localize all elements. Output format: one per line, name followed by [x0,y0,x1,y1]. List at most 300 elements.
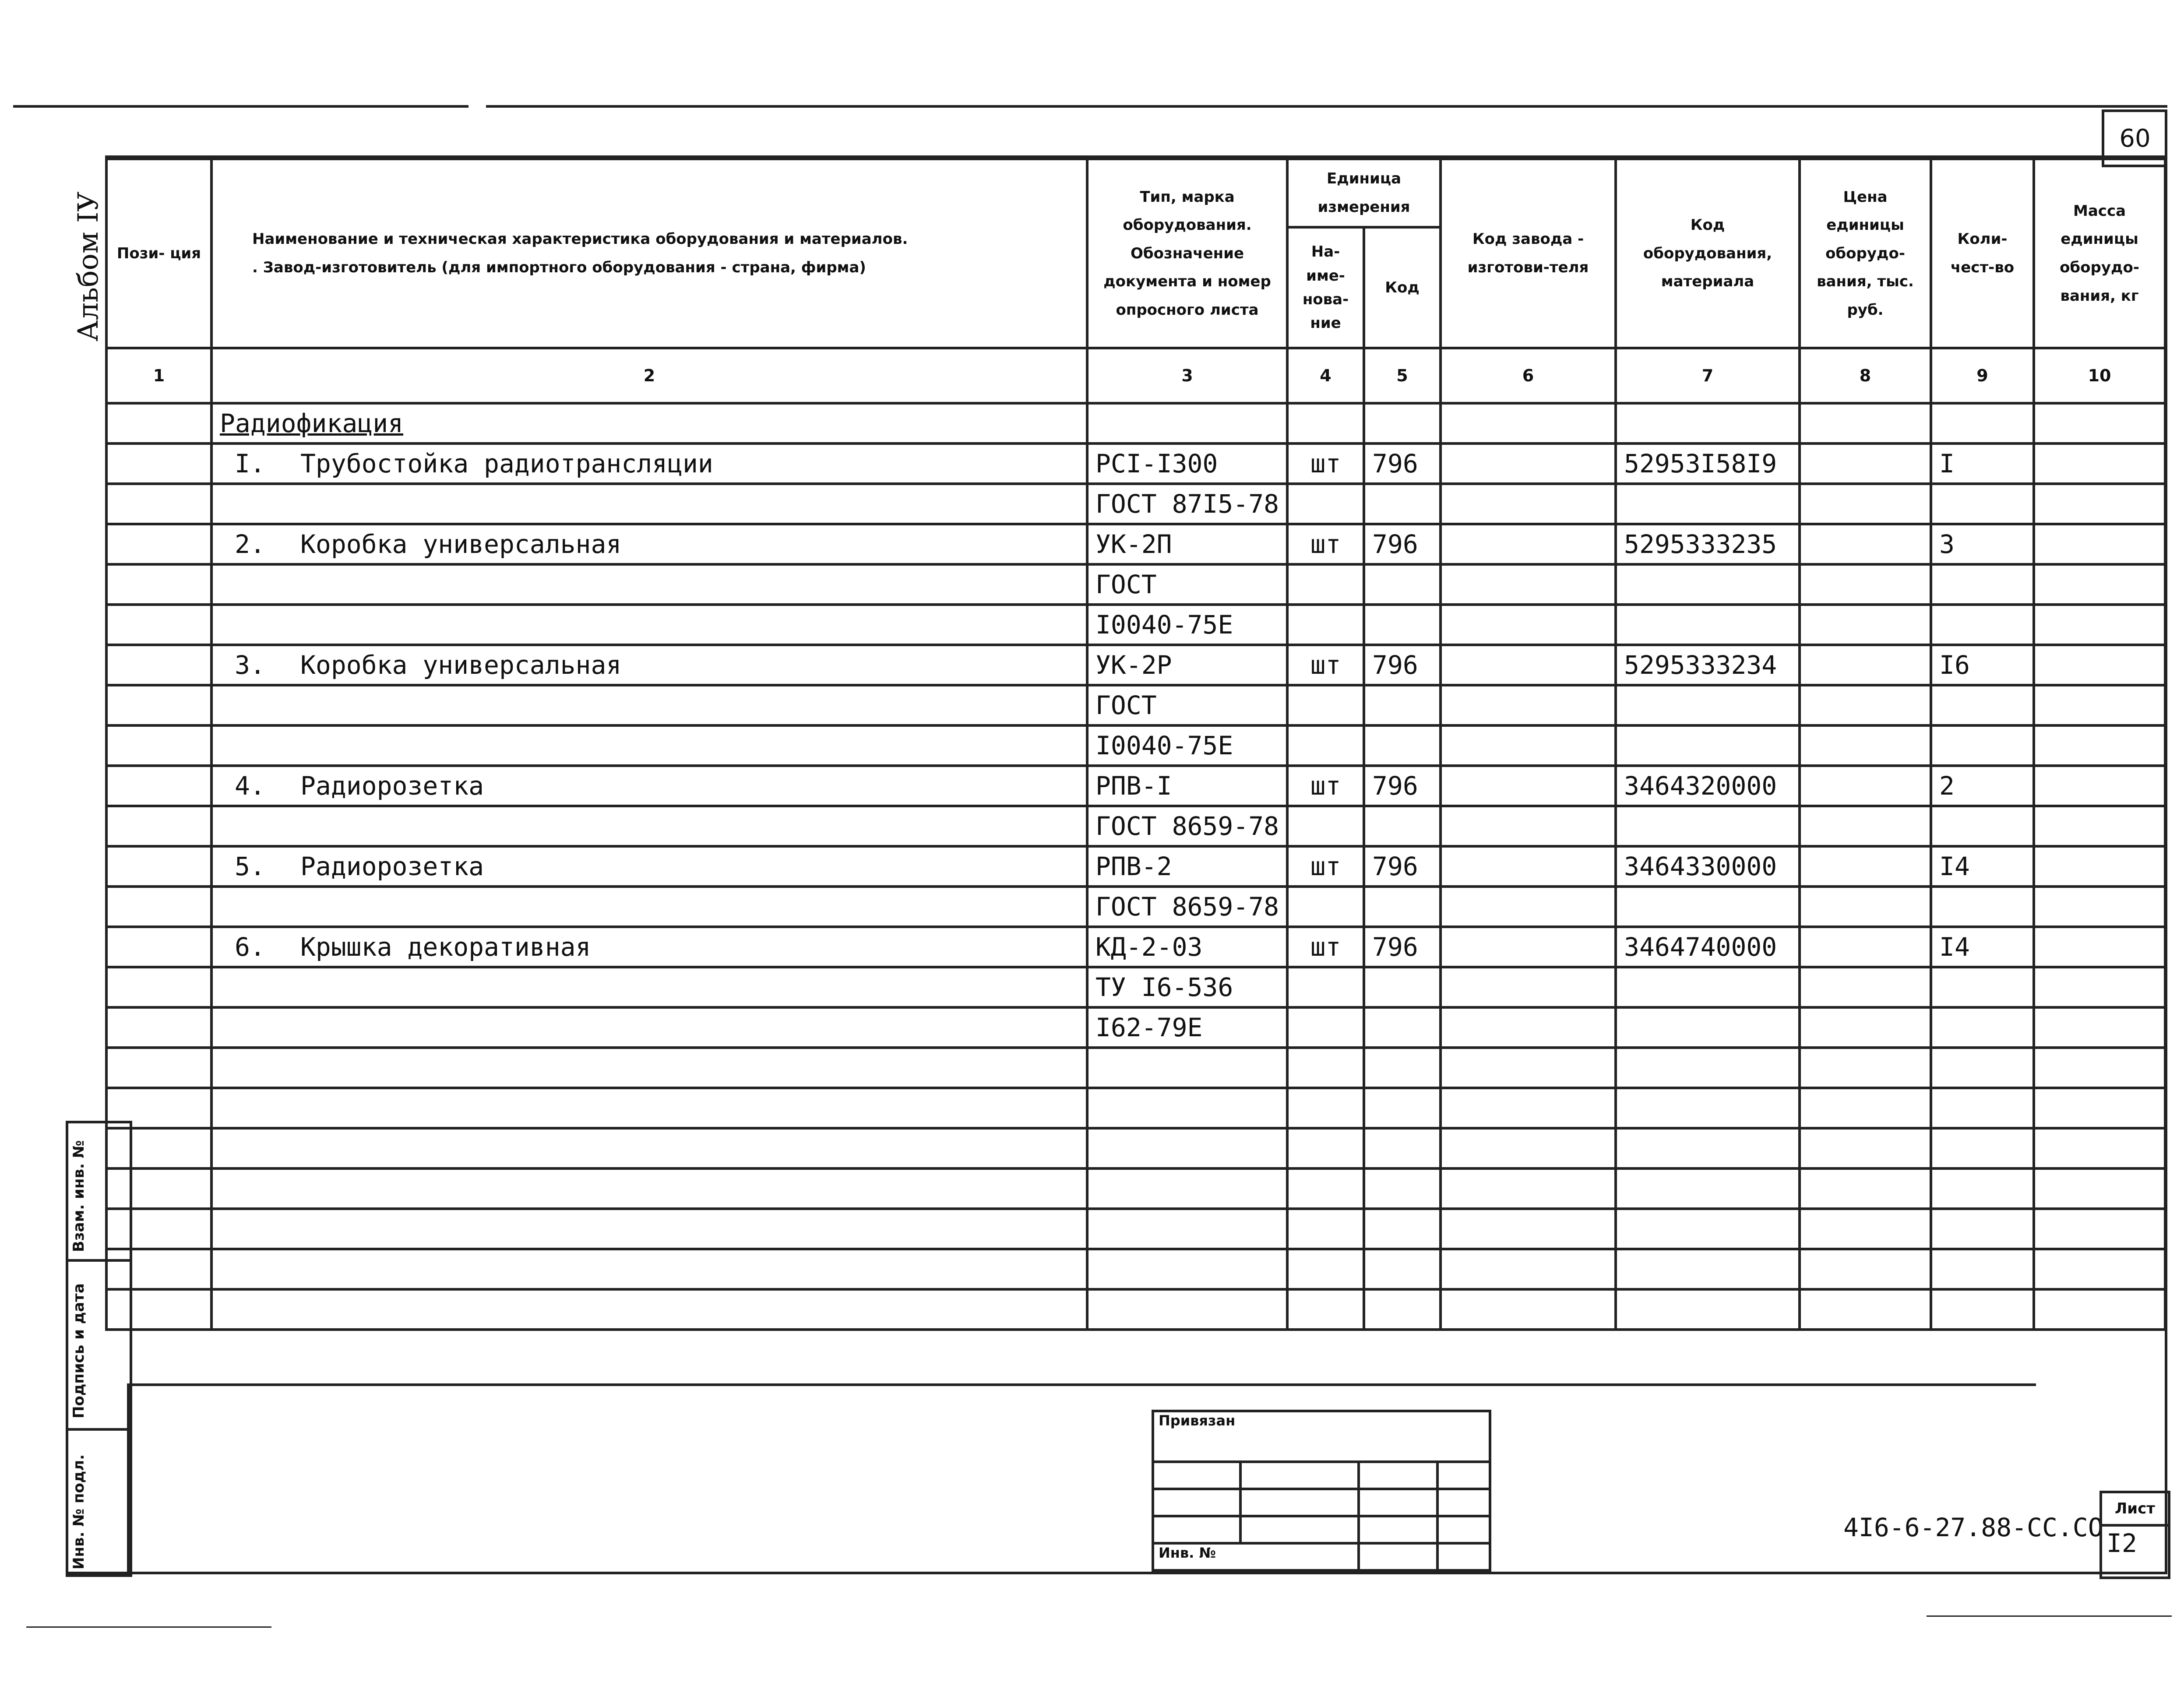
empty-cell [211,1289,1087,1330]
row-position [106,645,211,685]
row-price [1800,927,1931,967]
empty-cell [2034,1048,2165,1088]
bottom-rule-right [1927,1615,2172,1617]
empty-cell [211,1209,1087,1249]
row-unit-code [1364,564,1441,605]
row-price [1800,524,1931,564]
row-position [106,967,211,1007]
sheet-label: Лист [2102,1493,2168,1527]
row-equipment-code [1616,685,1800,725]
row-name [211,1007,1087,1048]
row-equipment-code [1616,1007,1800,1048]
row-name [211,524,1087,564]
empty-cell [1287,1249,1364,1289]
row-unit-name [1287,1007,1364,1048]
table-row [106,887,2165,927]
row-equipment-code: 3464740000 [1616,927,1800,967]
row-unit-code [1364,1007,1441,1048]
row-equipment-code: 5295333235 [1616,524,1800,564]
empty-cell [211,1249,1087,1289]
top-rule-left [13,105,469,108]
row-name [211,564,1087,605]
empty-cell [1087,1168,1287,1209]
empty-row [106,1088,2165,1128]
row-factory-code [1441,1007,1616,1048]
empty-cell [1364,1209,1441,1249]
empty-cell [1616,1168,1800,1209]
column-number-row [106,348,2165,403]
table-cell [2034,403,2165,443]
table-row [106,645,2165,685]
row-factory-code [1441,766,1616,806]
frame-bottom [66,1572,2167,1574]
row-position [106,605,211,645]
table-cell [1437,1462,1490,1489]
row-price [1800,605,1931,645]
table-cell [1153,1516,1240,1543]
empty-cell [1800,1168,1931,1209]
empty-cell [1931,1209,2034,1249]
header-price: Цена единицы оборудо-вания, тыс. руб. [1800,159,1931,348]
header-equipment-code: Код оборудования, материала [1616,159,1800,348]
sheet-value: I2 [2107,1528,2137,1558]
row-factory-code [1441,605,1616,645]
row-price [1800,967,1931,1007]
row-price [1800,685,1931,725]
row-mass [2034,766,2165,806]
row-equipment-code [1616,725,1800,766]
row-unit-name [1287,967,1364,1007]
row-type: КД-2-03 [1087,927,1287,967]
empty-cell [1616,1128,1800,1168]
row-number: 5. [235,852,265,881]
row-number: 4. [235,771,265,801]
table-cell [1153,1462,1240,1489]
empty-cell [1364,1048,1441,1088]
empty-cell [1800,1249,1931,1289]
row-factory-code [1441,887,1616,927]
table-row [106,967,2165,1007]
column-number: 6 [1441,348,1616,403]
row-mass [2034,645,2165,685]
row-number: 6. [235,932,265,962]
row-equipment-code [1616,806,1800,846]
stamp-inv-orig: Инв. № подл. [70,1454,88,1569]
row-position [106,484,211,524]
row-position [106,524,211,564]
table-cell [1359,1543,1437,1570]
empty-cell [106,1048,211,1088]
row-name [211,927,1087,967]
attached-label: Привязан [1153,1411,1490,1462]
row-unit-code [1364,967,1441,1007]
header-row [106,159,2165,227]
empty-cell [1441,1048,1616,1088]
row-type: ГОСТ 87I5-78 [1087,484,1287,524]
row-name-text: Коробка универсальная [300,650,622,680]
empty-cell [1364,1168,1441,1209]
row-unit-code: 796 [1364,524,1441,564]
empty-cell [1931,1048,2034,1088]
row-type: I62-79Е [1087,1007,1287,1048]
row-price [1800,887,1931,927]
empty-cell [1616,1249,1800,1289]
row-quantity [1931,685,2034,725]
empty-cell [1364,1249,1441,1289]
table-cell [1437,1543,1490,1570]
empty-cell [2034,1209,2165,1249]
row-unit-name [1287,887,1364,927]
row-equipment-code: 52953I58I9 [1616,443,1800,484]
empty-cell [1087,1128,1287,1168]
empty-cell [1616,1289,1800,1330]
empty-cell [211,1048,1087,1088]
row-unit-name [1287,725,1364,766]
column-number: 1 [106,348,211,403]
row-unit-name [1287,806,1364,846]
link-block-row [1153,1462,1490,1489]
row-factory-code [1441,645,1616,685]
row-type: ГОСТ 8659-78 [1087,887,1287,927]
row-quantity [1931,725,2034,766]
row-price [1800,443,1931,484]
empty-cell [1287,1289,1364,1330]
table-row [106,806,2165,846]
row-quantity: I [1931,443,2034,484]
empty-row [106,1168,2165,1209]
table-row [106,725,2165,766]
table-cell [1616,403,1800,443]
header-name [211,159,1087,348]
row-position [106,685,211,725]
header-name-line2: . Завод-изготовитель (для импортного оборудования - страна, фирма) [252,259,866,276]
row-mass [2034,564,2165,605]
row-position [106,725,211,766]
album-label: Альбом IУ [72,191,105,341]
table-cell [1359,1516,1437,1543]
row-mass [2034,1007,2165,1048]
row-equipment-code: 3464330000 [1616,846,1800,887]
row-unit-code: 796 [1364,645,1441,685]
link-block [1152,1410,1491,1572]
header-unit-group: Единица измерения [1287,159,1441,227]
row-type: PCI-I300 [1087,443,1287,484]
row-unit-code [1364,484,1441,524]
empty-cell [1616,1088,1800,1128]
row-type: УК-2Р [1087,645,1287,685]
empty-row [106,1209,2165,1249]
row-name-text: Радиорозетка [300,771,484,801]
row-name-text: Крышка декоративная [300,932,591,962]
stamp-replace-inv: Взам. инв. № [70,1140,88,1252]
empty-cell [1087,1289,1287,1330]
empty-cell [1800,1048,1931,1088]
column-number: 4 [1287,348,1364,403]
header-type: Тип, марка оборудования. Обозначение документа и номер опросного листа [1087,159,1287,348]
row-unit-code: 796 [1364,766,1441,806]
link-block-row [1153,1411,1490,1462]
page-number: 60 [2102,109,2166,167]
row-unit-code [1364,685,1441,725]
empty-row [106,1048,2165,1088]
row-mass [2034,887,2165,927]
header-unit-name: На-име-нова-ние [1287,227,1364,348]
row-quantity: I4 [1931,927,2034,967]
table-row [106,524,2165,564]
header-mass: Масса единицы оборудо-вания, кг [2034,159,2165,348]
row-quantity: I4 [1931,846,2034,887]
row-name [211,887,1087,927]
empty-cell [211,1088,1087,1128]
row-position [106,766,211,806]
row-mass [2034,605,2165,645]
table-cell [1931,403,2034,443]
table-row [106,846,2165,887]
row-type: ГОСТ [1087,564,1287,605]
empty-cell [1931,1088,2034,1128]
row-name [211,645,1087,685]
empty-row [106,1249,2165,1289]
row-type: I0040-75Е [1087,605,1287,645]
empty-cell [1287,1048,1364,1088]
row-mass [2034,725,2165,766]
table-row [106,685,2165,725]
row-quantity: I6 [1931,645,2034,685]
row-name [211,806,1087,846]
table-row [106,484,2165,524]
row-unit-code: 796 [1364,927,1441,967]
empty-cell [1087,1249,1287,1289]
document-code: 4I6-6-27.88-СС.СО [1843,1513,2103,1542]
row-type: ГОСТ [1087,685,1287,725]
header-position: Пози- ция [106,159,211,348]
row-type: УК-2П [1087,524,1287,564]
link-block-row [1153,1489,1490,1516]
column-number: 7 [1616,348,1800,403]
empty-cell [1441,1209,1616,1249]
row-number: 3. [235,650,265,680]
empty-cell [1287,1168,1364,1209]
row-name [211,766,1087,806]
row-factory-code [1441,524,1616,564]
empty-cell [1800,1128,1931,1168]
empty-row [106,1128,2165,1168]
row-unit-code: 796 [1364,443,1441,484]
row-price [1800,846,1931,887]
row-price [1800,484,1931,524]
empty-cell [1441,1088,1616,1128]
empty-cell [1087,1209,1287,1249]
row-equipment-code [1616,484,1800,524]
empty-cell [2034,1128,2165,1168]
empty-cell [2034,1289,2165,1330]
row-number: 2. [235,529,265,559]
table-cell [1441,403,1616,443]
row-unit-code [1364,887,1441,927]
row-price [1800,806,1931,846]
row-price [1800,766,1931,806]
bottom-block-top [127,1383,2036,1386]
row-unit-name: шт [1287,645,1364,685]
table-row [106,443,2165,484]
table-cell [106,403,211,443]
top-rule-right [486,105,2167,108]
empty-cell [1441,1249,1616,1289]
row-equipment-code [1616,967,1800,1007]
table-cell [1364,403,1441,443]
empty-cell [1616,1209,1800,1249]
table-cell [1240,1516,1359,1543]
empty-cell [1931,1249,2034,1289]
row-mass [2034,967,2165,1007]
row-position [106,443,211,484]
row-unit-name [1287,484,1364,524]
empty-cell [1287,1088,1364,1128]
row-position [106,564,211,605]
row-quantity: 2 [1931,766,2034,806]
row-unit-name: шт [1287,846,1364,887]
row-mass [2034,927,2165,967]
row-position [106,887,211,927]
link-block-row [1153,1516,1490,1543]
empty-cell [1931,1128,2034,1168]
column-number: 5 [1364,348,1441,403]
row-type: РПВ-I [1087,766,1287,806]
table-cell [1153,1489,1240,1516]
specification-body [106,403,2165,1330]
row-equipment-code: 5295333234 [1616,645,1800,685]
empty-cell [1087,1088,1287,1128]
table-row [106,766,2165,806]
row-unit-name: шт [1287,766,1364,806]
table-row [106,927,2165,967]
empty-cell [1364,1289,1441,1330]
empty-cell [211,1128,1087,1168]
row-factory-code [1441,443,1616,484]
column-number: 3 [1087,348,1287,403]
row-price [1800,1007,1931,1048]
table-row [106,1007,2165,1048]
empty-cell [1441,1289,1616,1330]
empty-cell [1364,1088,1441,1128]
row-name-text: Трубостойка радиотрансляции [300,449,713,479]
row-unit-code [1364,806,1441,846]
row-unit-name: шт [1287,927,1364,967]
row-factory-code [1441,927,1616,967]
empty-cell [211,1168,1087,1209]
row-type: ТУ I6-536 [1087,967,1287,1007]
empty-cell [2034,1249,2165,1289]
row-equipment-code [1616,887,1800,927]
empty-cell [2034,1088,2165,1128]
row-unit-name [1287,685,1364,725]
row-equipment-code [1616,564,1800,605]
empty-cell [1364,1128,1441,1168]
row-number: I. [235,449,265,479]
column-number: 9 [1931,348,2034,403]
row-unit-name [1287,605,1364,645]
section-row [106,403,2165,443]
sheet-box [2099,1491,2170,1579]
header-unit-code: Код [1364,227,1441,348]
row-quantity: 3 [1931,524,2034,564]
section-title: Радиофикация [211,403,1087,443]
row-name [211,846,1087,887]
column-number: 10 [2034,348,2165,403]
row-name [211,605,1087,645]
row-equipment-code: 3464320000 [1616,766,1800,806]
row-unit-code: 796 [1364,846,1441,887]
row-mass [2034,484,2165,524]
empty-cell [1087,1048,1287,1088]
row-factory-code [1441,725,1616,766]
row-quantity [1931,484,2034,524]
empty-cell [1931,1168,2034,1209]
header-quantity: Коли-чест-во [1931,159,2034,348]
row-mass [2034,806,2165,846]
empty-cell [1287,1128,1364,1168]
row-quantity [1931,564,2034,605]
table-row [106,564,2165,605]
row-mass [2034,524,2165,564]
header-name-line1: Наименование и техническая характеристика оборудования и материалов. [252,230,908,248]
row-factory-code [1441,484,1616,524]
row-name [211,685,1087,725]
row-unit-name [1287,564,1364,605]
inv-no-label: Инв. № [1153,1543,1359,1570]
empty-row [106,1289,2165,1330]
row-equipment-code [1616,605,1800,645]
row-quantity [1931,967,2034,1007]
link-block-row [1153,1543,1490,1570]
row-position [106,846,211,887]
table-cell [1359,1489,1437,1516]
row-type: I0040-75Е [1087,725,1287,766]
row-unit-name: шт [1287,524,1364,564]
empty-cell [1931,1289,2034,1330]
empty-cell [1287,1209,1364,1249]
header-factory-code: Код завода - изготови-теля [1441,159,1616,348]
row-mass [2034,685,2165,725]
row-type: ГОСТ 8659-78 [1087,806,1287,846]
row-mass [2034,846,2165,887]
empty-cell [1800,1209,1931,1249]
row-price [1800,725,1931,766]
row-position [106,1007,211,1048]
row-factory-code [1441,564,1616,605]
table-cell [1437,1516,1490,1543]
specification-table [105,158,2166,1331]
empty-cell [1441,1168,1616,1209]
table-cell [1240,1489,1359,1516]
row-mass [2034,443,2165,484]
row-name-text: Коробка универсальная [300,529,622,559]
row-name [211,725,1087,766]
table-cell [1287,403,1364,443]
row-quantity [1931,806,2034,846]
row-factory-code [1441,685,1616,725]
table-cell [1240,1462,1359,1489]
empty-cell [1441,1128,1616,1168]
empty-cell [1800,1088,1931,1128]
row-factory-code [1441,806,1616,846]
row-name [211,484,1087,524]
row-position [106,927,211,967]
row-name-text: Радиорозетка [300,852,484,881]
row-unit-code [1364,725,1441,766]
stamp-signature-date: Подпись и дата [70,1283,88,1418]
table-row [106,605,2165,645]
